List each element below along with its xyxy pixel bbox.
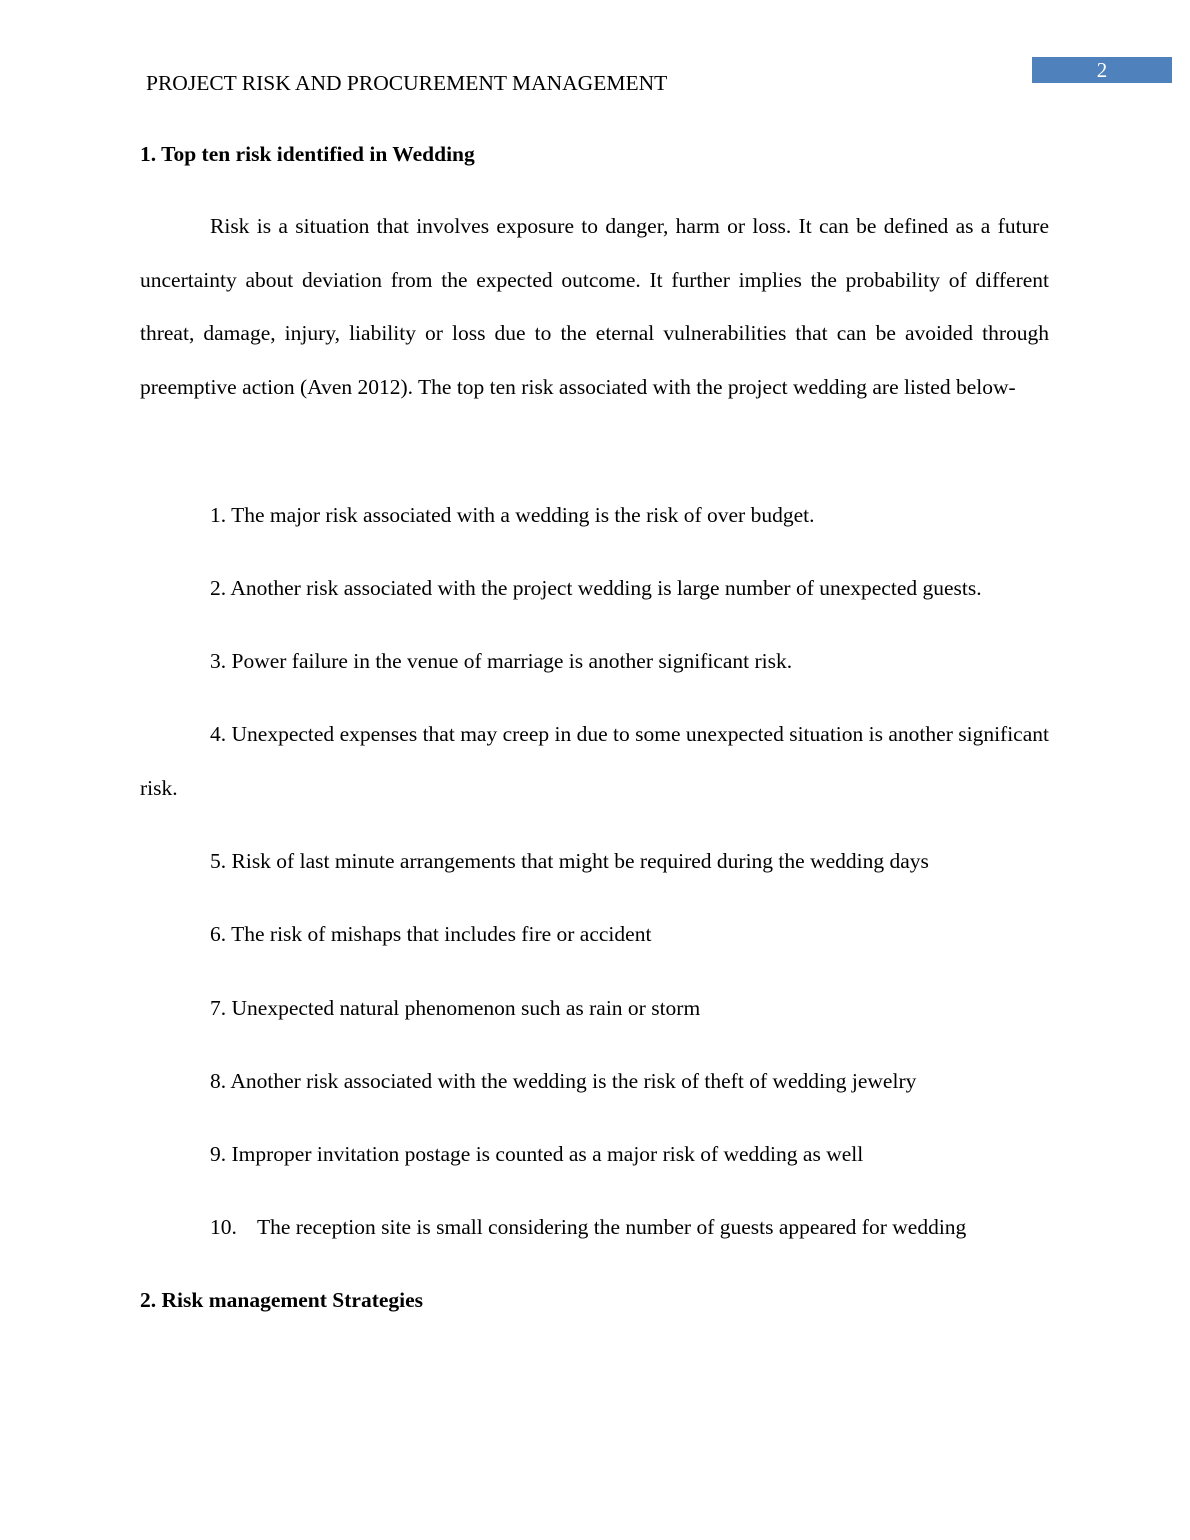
running-header: PROJECT RISK AND PROCUREMENT MANAGEMENT: [146, 71, 668, 95]
risk-item-10: [210, 1212, 966, 1242]
section-2-heading: 2. Risk management Strategies: [140, 1288, 424, 1312]
risk-item-1: 1. The major risk associated with a wedding is the risk of over budget.: [210, 503, 815, 527]
risk-item-5: 5. Risk of last minute arrangements that might be required during the wedding days: [210, 849, 929, 873]
intro-paragraph: Risk is a situation that involves exposure to danger, harm or loss. It can be defined as a future uncertainty about deviation from the expected outcome. It further implies the probability of different threat, damage, injury, liability or loss due to the eternal vulnerabilities that can be avoided through preemptive action (Aven 2012). The top ten risk associated with the project wedding are listed below-: [140, 214, 1049, 399]
risk-item-8: 8. Another risk associated with the wedding is the risk of theft of wedding jewelry: [210, 1069, 917, 1093]
risk-item-10-number: 10.: [210, 1215, 237, 1239]
risk-item-10-text: The reception site is small considering the number of guests appeared for wedding: [257, 1215, 967, 1239]
risk-item-2: 2. Another risk associated with the project wedding is large number of unexpected guests.: [210, 576, 982, 600]
page-number: 2: [1032, 57, 1172, 83]
risk-item-7: 7. Unexpected natural phenomenon such as rain or storm: [210, 996, 701, 1020]
risk-item-9: 9. Improper invitation postage is counted as a major risk of wedding as well: [210, 1142, 864, 1166]
risk-item-4: 4. Unexpected expenses that may creep in due to some unexpected situation is another significant risk.: [140, 722, 1049, 800]
section-1-heading: 1. Top ten risk identified in Wedding: [140, 142, 475, 166]
risk-item-3: 3. Power failure in the venue of marriage is another significant risk.: [210, 649, 793, 673]
risk-item-6: 6. The risk of mishaps that includes fire or accident: [210, 922, 652, 946]
